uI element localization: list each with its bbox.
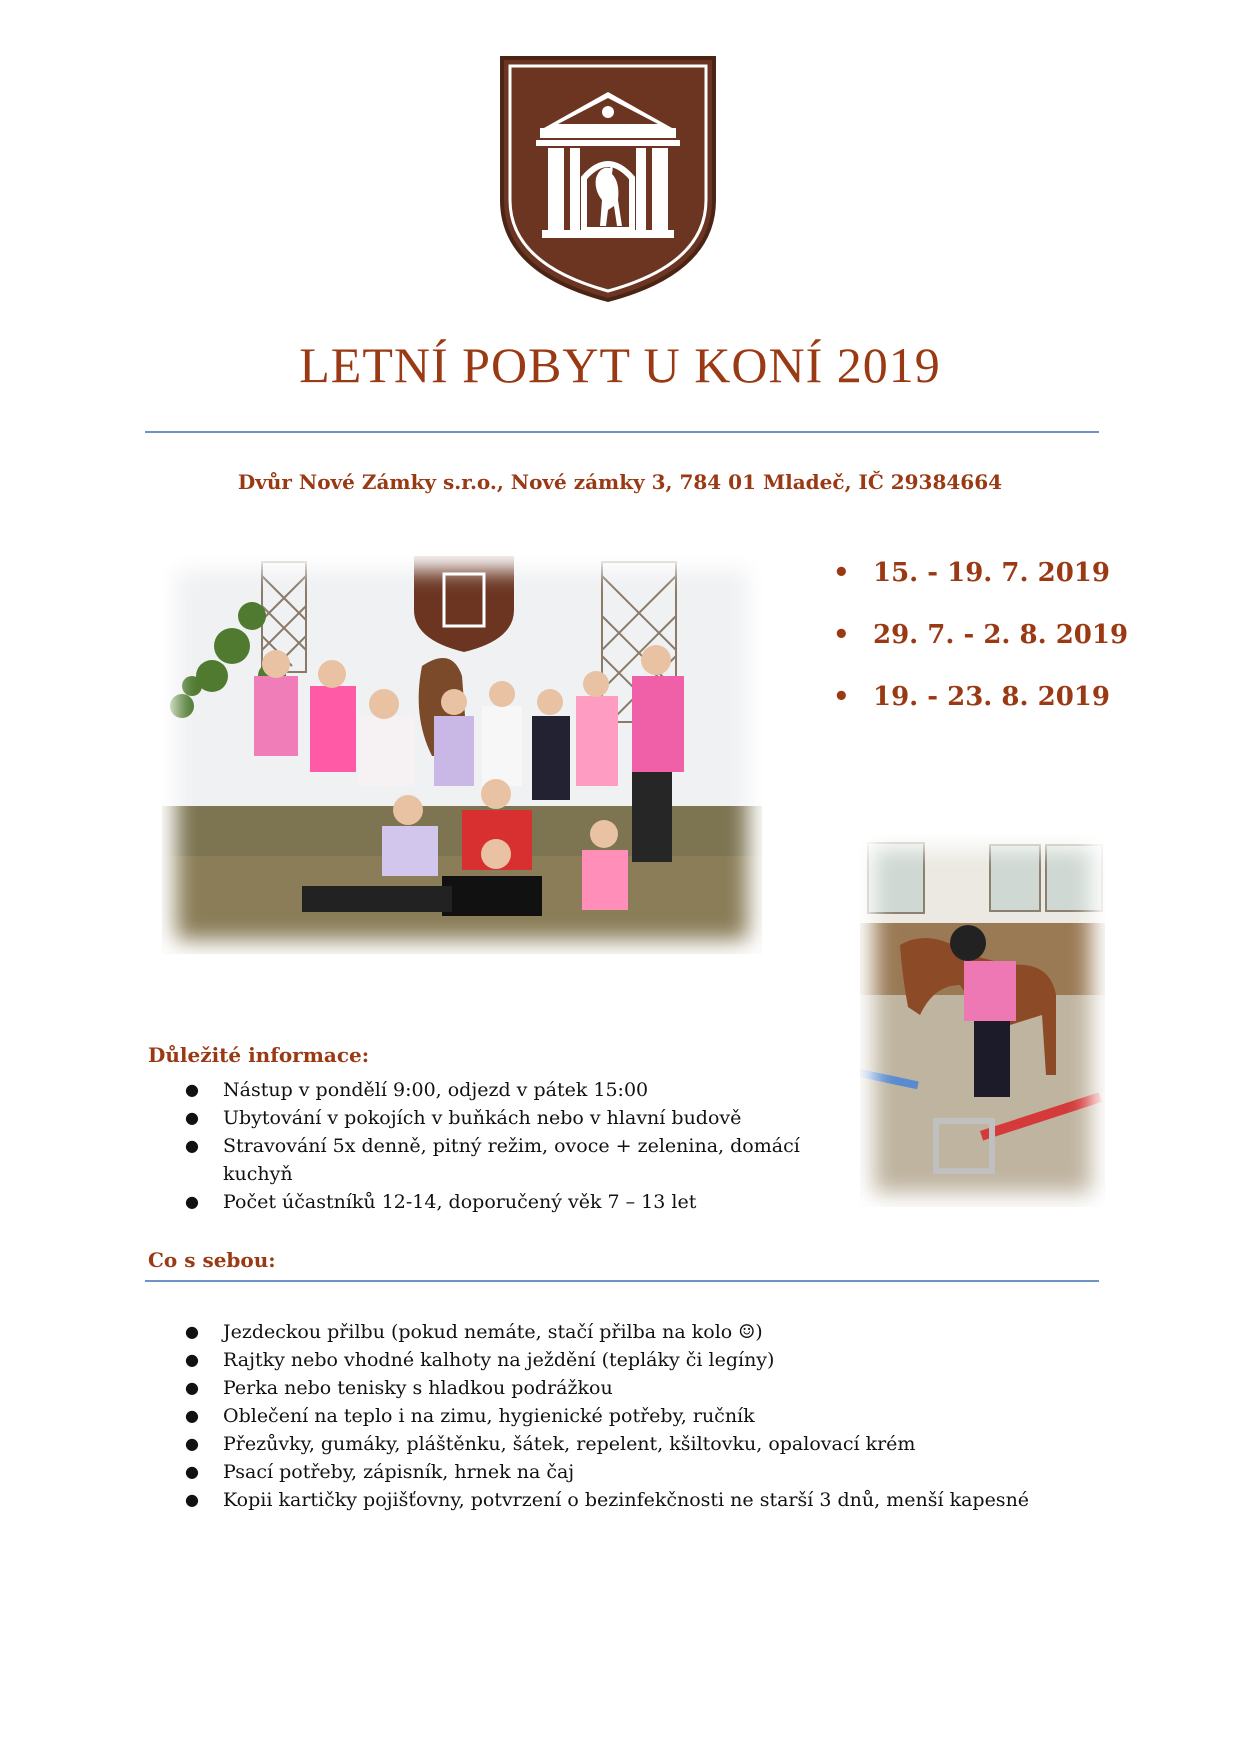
dates-list	[833, 548, 1128, 734]
divider	[145, 431, 1099, 433]
list-item: ● Nástup v pondělí 9:00, odjezd v pátek 15:00	[185, 1079, 649, 1101]
list-item: ● Oblečení na teplo i na zimu, hygienické potřeby, ručník	[185, 1405, 755, 1427]
list-item: ● Stravování 5x denně, pitný režim, ovoce + zelenina, domácí kuchyň	[185, 1135, 800, 1185]
what-to-bring-heading: Co s sebou:	[148, 1248, 276, 1272]
list-item: ● Ubytování v pokojích v buňkách nebo v hlavní budově	[185, 1107, 742, 1129]
company-address: Dvůr Nové Zámky s.r.o., Nové zámky 3, 784 01 Mladeč, IČ 29384664	[237, 470, 1003, 494]
list-item: ● Perka nebo tenisky s hladkou podrážkou	[185, 1377, 613, 1399]
list-item: ● Počet účastníků 12-14, doporučený věk 7 – 13 let	[185, 1191, 697, 1213]
group-of-children-with-horse-photo	[162, 556, 762, 954]
page-title: LETNÍ POBYT U KONÍ 2019	[299, 337, 941, 393]
date-item: • 19. - 23. 8. 2019	[833, 682, 1110, 712]
important-info-list	[185, 1076, 813, 1216]
what-to-bring-list	[185, 1318, 1123, 1514]
important-info-heading: Důležité informace:	[148, 1043, 370, 1067]
date-item: • 29. 7. - 2. 8. 2019	[833, 620, 1129, 650]
horse-gate-shield-logo	[496, 50, 720, 306]
list-item: ● Psací potřeby, zápisník, hrnek na čaj	[185, 1461, 575, 1483]
list-item: ● Kopii kartičky pojišťovny, potvrzení o bezinfekčnosti ne starší 3 dnů, menší kapesné	[185, 1489, 1030, 1511]
list-item: ● Jezdeckou přilbu (pokud nemáte, stačí přilba na kolo ☺)	[185, 1321, 763, 1343]
divider	[145, 1280, 1099, 1282]
list-item: ● Přezůvky, gumáky, pláštěnku, šátek, repelent, kšiltovku, opalovací krém	[185, 1433, 916, 1455]
girl-leading-horse-in-arena-photo	[860, 835, 1105, 1207]
date-item: • 15. - 19. 7. 2019	[833, 558, 1110, 588]
list-item: ● Rajtky nebo vhodné kalhoty na ježdění (tepláky či legíny)	[185, 1349, 775, 1371]
